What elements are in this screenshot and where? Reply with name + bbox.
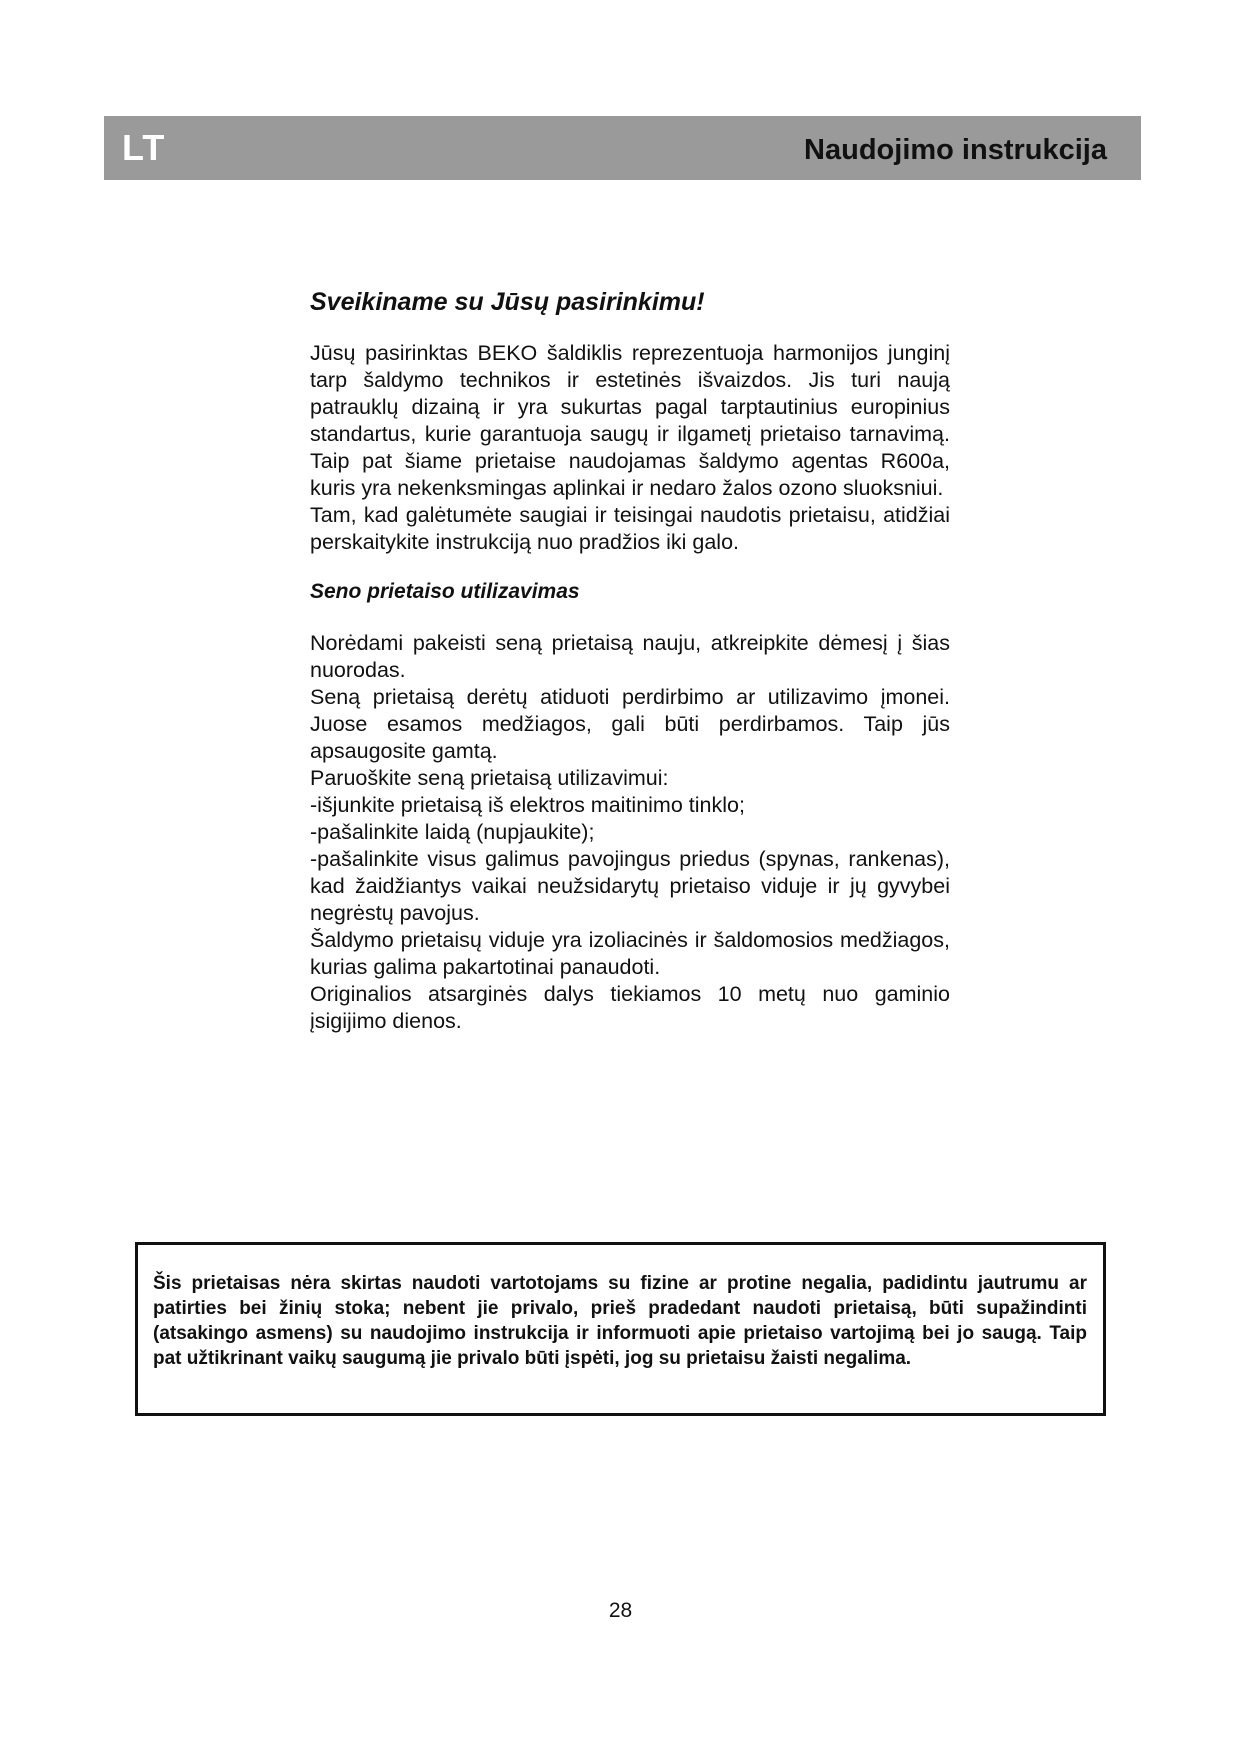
disposal-paragraph-5: Originalios atsarginės dalys tiekiamos 10 metų nuo gaminio įsigijimo dienos.: [310, 982, 950, 1033]
disposal-paragraph-2: Seną prietaisą derėtų atiduoti perdirbimo ar utilizavimo įmonei. Juose esamos medžiagos, gali būti perdirbamos. Taip jūs apsaugosite gamtą.: [310, 685, 950, 763]
warning-box: [135, 1242, 1106, 1416]
main-content: [310, 286, 950, 1035]
disposal-paragraph-4: Šaldymo prietaisų viduje yra izoliacinės ir šaldomosios medžiagos, kurias galima pakartotinai panaudoti.: [310, 928, 950, 979]
page-number: 28: [608, 1599, 633, 1622]
disposal-heading: Seno prietaiso utilizavimas: [310, 580, 580, 603]
disposal-step: -pašalinkite visus galimus pavojingus priedus (spynas, rankenas), kad žaidžiantys vaikai neužsidarytų prietaiso viduje ir jų gyvybei negrėstų pavojus.: [310, 847, 950, 925]
disposal-paragraph-1: Norėdami pakeisti seną prietaisą nauju, atkreipkite dėmesį į šias nuorodas.: [310, 631, 950, 682]
disposal-paragraph-3: Paruoškite seną prietaisą utilizavimui:: [310, 766, 669, 790]
disposal-step: -išjunkite prietaisą iš elektros maitinimo tinklo;: [310, 793, 745, 817]
intro-paragraph: Jūsų pasirinktas BEKO šaldiklis reprezentuoja harmonijos junginį tarp šaldymo technikos ir estetinės išvaizdos. Jis turi naują patrauklų dizainą ir yra sukurtas pagal tarptautinius europinius standartus, kurie garantuoja saugų ir ilgametį prietaiso tarnavimą. Taip pat šiame prietaise naudojamas šaldymo agentas R600a, kuris yra nekenksmingas aplinkai ir nedaro žalos ozono sluoksniui.: [310, 341, 950, 500]
language-code: LT: [122, 127, 166, 168]
welcome-heading: Sveikiname su Jūsų pasirinkimu!: [310, 288, 705, 316]
page-title: Naudojimo instrukcija: [804, 134, 1107, 166]
intro-paragraph-2: Tam, kad galėtumėte saugiai ir teisingai naudotis prietaisu, atidžiai perskaitykite instrukciją nuo pradžios iki galo.: [310, 503, 950, 554]
warning-text: Šis prietaisas nėra skirtas naudoti vartotojams su fizine ar protine negalia, padidintu jautrumu ar patirties bei žinių stoka; nebent jie privalo, prieš pradedant naudoti prietaisą, būti supažindinti (atsakingo asmens) su naudojimo instrukcija ir informuoti apie prietaiso vartojimą bei jo saugą. Taip pat užtikrinant vaikų saugumą jie privalo būti įspėti, jog su prietaisu žaisti negalima.: [153, 1273, 1087, 1369]
disposal-step: -pašalinkite laidą (nupjaukite);: [310, 820, 595, 844]
header-bar: [104, 116, 1141, 180]
